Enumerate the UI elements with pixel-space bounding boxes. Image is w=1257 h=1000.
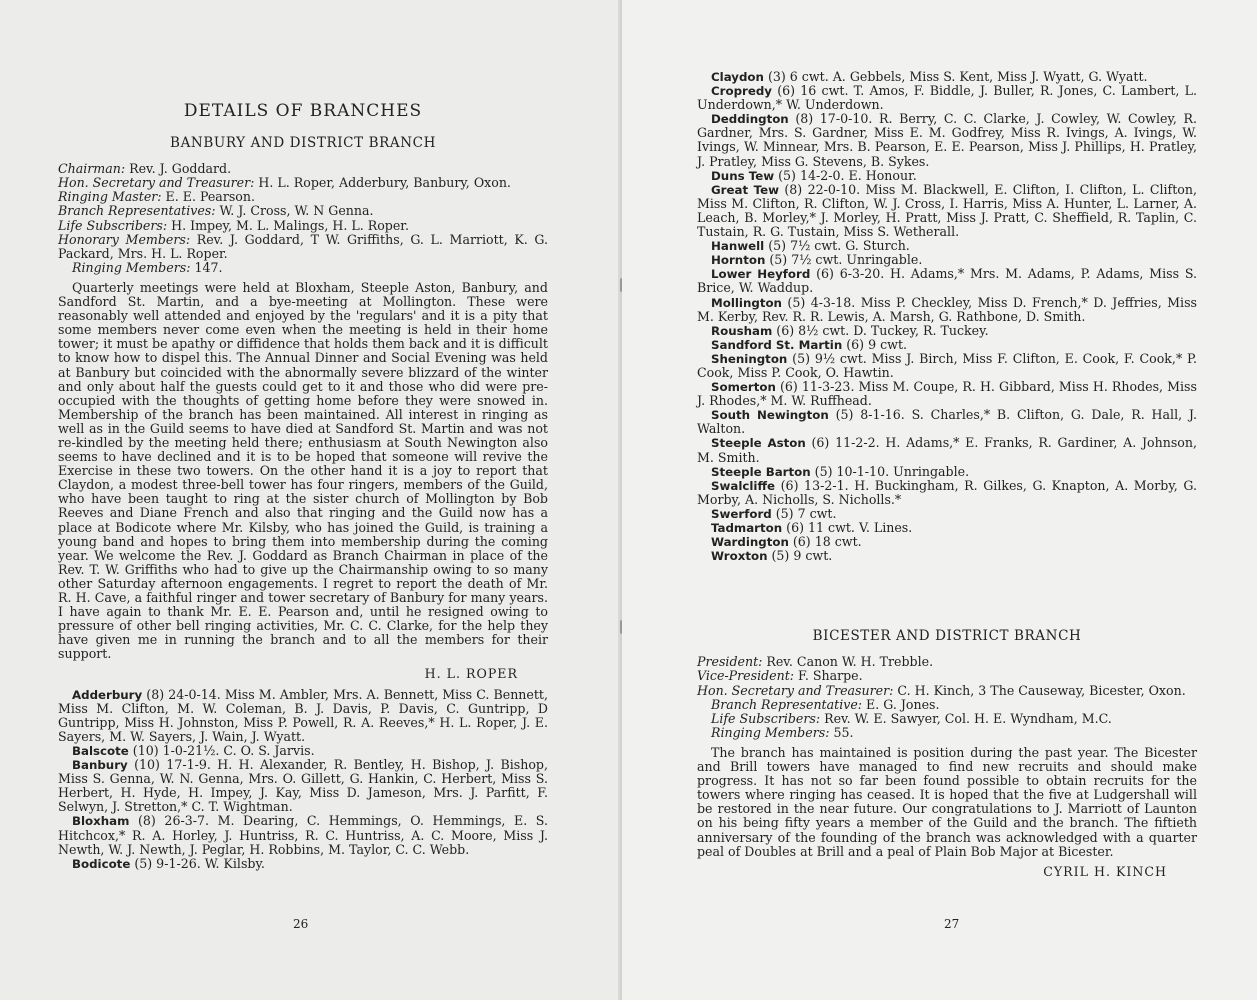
tower-details: (6) 11 cwt. V. Lines. [786,520,913,535]
banbury-officers [58,162,548,275]
tower-entry [697,183,1197,239]
banbury-tower-list [58,688,548,871]
tower-details: (5) 9 cwt. [771,548,833,564]
officer-line: Life Subscribers: H. Impey, M. L. Malings, H. L. Roper. [58,217,409,233]
officer-line: Honorary Members: Rev. J. Goddard, T W. Griffiths, G. L. Marriott, K. G. Packard, Mrs. H. L. Roper. [58,231,549,261]
banbury-signature: H. L. ROPER [424,666,518,682]
tower-details: (8) 17-0-10. R. Berry, C. C. Clarke, J. Cowley, W. Cowley, R. Gardner, Mrs. S. Gardner, Miss E. M. Godfrey, Miss R. Ivings, A. Ivings, W. Ivings, W. Minnear, Mrs. B. Pearson, E. E. Pearson, Miss J. Phillips, H. Pratley, J. Pratley, Miss G. Stevens, B. Sykes. [697,111,1197,169]
tower-name: Banbury [72,758,128,773]
tower-details: (6) 11-2-2. H. Adams,* E. Franks, R. Gardiner, A. Johnson, M. Smith. [697,435,1197,465]
left-page-content [58,101,549,871]
tower-entry [697,352,1197,380]
tower-name: Mollington [711,295,782,310]
tower-details: (3) 6 cwt. A. Gebbels, Miss S. Kent, Miss J. Wyatt, G. Wyatt. [767,69,1148,84]
officer-line: President: Rev. Canon W. H. Trebble. [697,654,934,670]
tower-name: Great Tew [711,182,779,197]
tower-details: (6) 8½ cwt. D. Tuckey, R. Tuckey. [776,322,989,338]
tower-details: (5) 10-1-10. Unringable. [814,463,970,479]
tower-name: Duns Tew [711,168,775,183]
tower-name: Swerford [711,506,772,521]
tower-name: Adderbury [72,687,143,702]
tower-details: (5) 9½ cwt. Miss J. Birch, Miss F. Clifton, E. Cook, F. Cook,* P. Cook, Miss P. Cook, O. Hawtin. [697,350,1197,380]
bicester-section [697,629,1197,879]
tower-entry [697,521,1197,535]
tower-entry [697,465,1197,479]
tower-details: (6) 18 cwt. [792,534,862,550]
tower-name: Bodicote [72,856,131,871]
tower-entry [697,380,1197,408]
tower-name: Wroxton [711,549,768,564]
tower-details: (6) 13-2-1. H. Buckingham, R. Gilkes, G. Knapton, A. Morby, G. Morby, A. Nicholls, S. Nicholls.* [697,477,1197,507]
tower-details: (6) 6-3-20. H. Adams,* Mrs. M. Adams, P. Adams, Miss S. Brice, W. Waddup. [697,266,1197,296]
tower-entry [697,324,1197,338]
tower-name: Hanwell [711,239,765,254]
officer-line: Life Subscribers: Rev. W. E. Sawyer, Col. H. E. Wyndham, M.C. [711,710,1112,726]
tower-entry [58,744,548,758]
tower-details: (8) 24-0-14. Miss M. Ambler, Mrs. A. Bennett, Miss C. Bennett, Miss M. Clifton, M. W. Coleman, B. J. Davis, P. Davis, C. Guntripp, D Guntripp, Miss H. Johnston, Miss P. Powell, R. A. Reeves,* H. L. Roper, J. E. Sayers, M. W. Sayers, J. Wain, J. Wyatt. [58,686,548,744]
tower-name: South Newington [711,408,829,423]
tower-name: Sandford St. Martin [711,337,843,352]
tower-entry [697,549,1197,563]
tower-name: Bloxham [72,814,130,829]
tower-entry [697,253,1197,267]
tower-name: Balscote [72,743,129,758]
tower-details: (5) 7½ cwt. G. Sturch. [768,238,910,254]
banbury-tower-list-continued [697,70,1197,563]
tower-details: (6) 9 cwt. [846,336,908,352]
banbury-branch-title: BANBURY AND DISTRICT BRANCH [170,135,436,152]
tower-details: (10) 1-0-21½. C. O. S. Jarvis. [132,742,315,758]
tower-details: (8) 26-3-7. M. Dearing, C. Hemmings, O. Hemmings, E. S. Hitchcox,* R. A. Horley, J. Huntriss, R. C. Huntriss, A. C. Moore, Miss J. Newth, W. J. Newth, J. Peglar, H. Robbins, M. Taylor, C. C. Webb. [58,813,548,857]
tower-entry [697,239,1197,253]
tower-name: Shenington [711,351,788,366]
bicester-signature: CYRIL H. KINCH [1043,863,1167,879]
left-page [0,0,622,1000]
tower-name: Lower Heyford [711,267,811,282]
tower-name: Deddington [711,112,789,127]
officer-line: Branch Representative: E. G. Jones. [711,696,940,712]
tower-details: (6) 11-3-23. Miss M. Coupe, R. H. Gibbard, Miss H. Rhodes, Miss J. Rhodes,* M. W. Ruffhead. [697,379,1197,409]
tower-name: Wardington [711,535,789,550]
page-number-right: 27 [944,917,960,931]
tower-entry [58,814,548,856]
right-page [622,0,1257,1000]
bicester-report: The branch has maintained is position during the past year. The Bicester and Brill towers have managed to find new recruits and should make progress. It has not so far been found possible to obtain recruits for the towers where ringing has ceased. It is hoped that the five at Ludgershall will be restored in the near future. Our congratulations to J. Marriott of Launton on his being fifty years a member of the Guild and the branch. The fiftieth anniversary of the founding of the branch was acknowledged with a quarter peal of Doubles at Brill and a peal of Plain Bob Major at Bicester. [697,744,1197,859]
officer-line: Vice-President: F. Sharpe. [697,668,863,684]
officer-line: Ringing Members: 55. [711,724,854,740]
tower-details: (5) 8-1-16. S. Charles,* B. Clifton, G. Dale, R. Hall, J. Walton. [697,407,1197,437]
tower-details: (5) 7½ cwt. Unringable. [769,252,923,268]
tower-entry [697,112,1197,168]
tower-entry [58,758,548,814]
officer-line: Branch Representatives: W. J. Cross, W. N Genna. [58,203,374,219]
tower-name: Claydon [711,70,764,84]
tower-entry [697,507,1197,521]
tower-name: Steeple Barton [711,464,811,479]
tower-name: Hornton [711,253,766,268]
tower-entry [58,688,548,744]
page-heading: DETAILS OF BRANCHES [183,101,423,121]
tower-name: Cropredy [711,84,772,99]
tower-name: Rousham [711,323,773,338]
officer-line: Hon. Secretary and Treasurer: C. H. Kinch, 3 The Causeway, Bicester, Oxon. [697,682,1186,698]
tower-entry [697,338,1197,352]
bicester-branch-title: BICESTER AND DISTRICT BRANCH [812,628,1082,645]
tower-name: Tadmarton [711,521,783,535]
tower-entry [697,296,1197,324]
tower-entry [697,408,1197,436]
tower-details: (5) 7 cwt. [775,505,837,521]
officer-line: Ringing Members: 147. [72,259,223,275]
tower-details: (5) 4-3-18. Miss P. Checkley, Miss D. French,* D. Jeffries, Miss M. Kerby, Rev. R. R. Lewis, A. Marsh, G. Rathbone, D. Smith. [697,294,1198,324]
tower-name: Somerton [711,380,776,395]
page-number-left: 26 [293,917,309,931]
tower-details: (5) 14-2-0. E. Honour. [778,167,917,183]
tower-details: (5) 9-1-26. W. Kilsby. [134,855,265,871]
tower-entry [697,70,1197,84]
officer-line: Chairman: Rev. J. Goddard. [58,161,232,177]
tower-name: Swalcliffe [711,478,776,493]
tower-entry [697,169,1197,183]
officer-line: Hon. Secretary and Treasurer: H. L. Roper, Adderbury, Banbury, Oxon. [58,175,511,191]
right-page-content [697,70,1197,885]
tower-name: Steeple Aston [711,436,806,451]
officer-line: Ringing Master: E. E. Pearson. [58,189,255,205]
banbury-report: Quarterly meetings were held at Bloxham, Steeple Aston, Banbury, and Sandford St. Martin, and a bye-meeting at Mollington. These were reasonably well attended and enjoyed by the 'regulars' and it is a pity that some members never come even when the meeting is held in their home tower; it must be apathy or diffidence that holds them back and it is difficult to know how to dispel this. The Annual Dinner and Social Evening was held at Banbury but coincided with the abnormally severe blizzard of the winter and only about half the guests could get to it and those who did were pre-occupied with the thoughts of getting home before they were snowed in. Membership of the branch has been maintained. All interest in ringing as well as in the Guild seems to have died at Sandford St. Martin and was not re-kindled by the meeting held there; enthusiasm at South Newington also seems to have declined and it is to be hoped that someone will revive the Exercise in these two towers. On the other hand it is a joy to report that Claydon, a modest three-bell tower has four ringers, members of the Guild, who have been taught to ring at the sister church of Mollington by Bob Reeves and Diane French and also that ringing and the Guild now has a place at Bodicote where Mr. Kilsby, who has joined the Guild, is training a young band and hopes to bring them into membership during the coming year. We welcome the Rev. J. Goddard as Branch Chairman in place of the Rev. T. W. Griffiths who had to give up the Chairmanship owing to so many other Saturday afternoon engagements. I regret to report the death of Mr. R. H. Cave, a faithful ringer and tower secretary of Banbury for many years. I have again to thank Mr. E. E. Pearson and, until he resigned owing to pressure of other bell ringing activities, Mr. C. C. Clarke, for the help they have given me in running the branch and to all the members for their support. [58,279,548,662]
tower-entry [58,857,548,871]
tower-details: (6) 16 cwt. T. Amos, F. Biddle, J. Buller, R. Jones, C. Lambert, L. Underdown,* W. Underdown. [697,83,1197,113]
tower-details: (10) 17-1-9. H. H. Alexander, R. Bentley, H. Bishop, J. Bishop, Miss S. Genna, W. N. Genna, Mrs. O. Gillett, G. Hankin, C. Herbert, Miss S. Herbert, H. Hyde, H. Impey, J. Kay, Miss D. Jameson, Mrs. J. Parfitt, F. Selwyn, J. Stretton,* C. T. Wightman. [58,757,548,815]
tower-entry [697,84,1197,112]
tower-entry [697,267,1197,295]
tower-details: (8) 22-0-10. Miss M. Blackwell, E. Clifton, I. Clifton, L. Clifton, Miss M. Clifton, R. Clifton, W. J. Cross, I. Harris, Miss A. Hunter, L. Larner, A. Leach, B. Morley,* J. Morley, H. Pratt, Miss J. Pratt, C. Sheffield, R. Taplin, C. Tustain, R. G. Tustain, Miss S. Wetherall. [697,181,1197,240]
tower-entry [697,479,1197,507]
tower-entry [697,436,1197,464]
tower-entry [697,535,1197,549]
